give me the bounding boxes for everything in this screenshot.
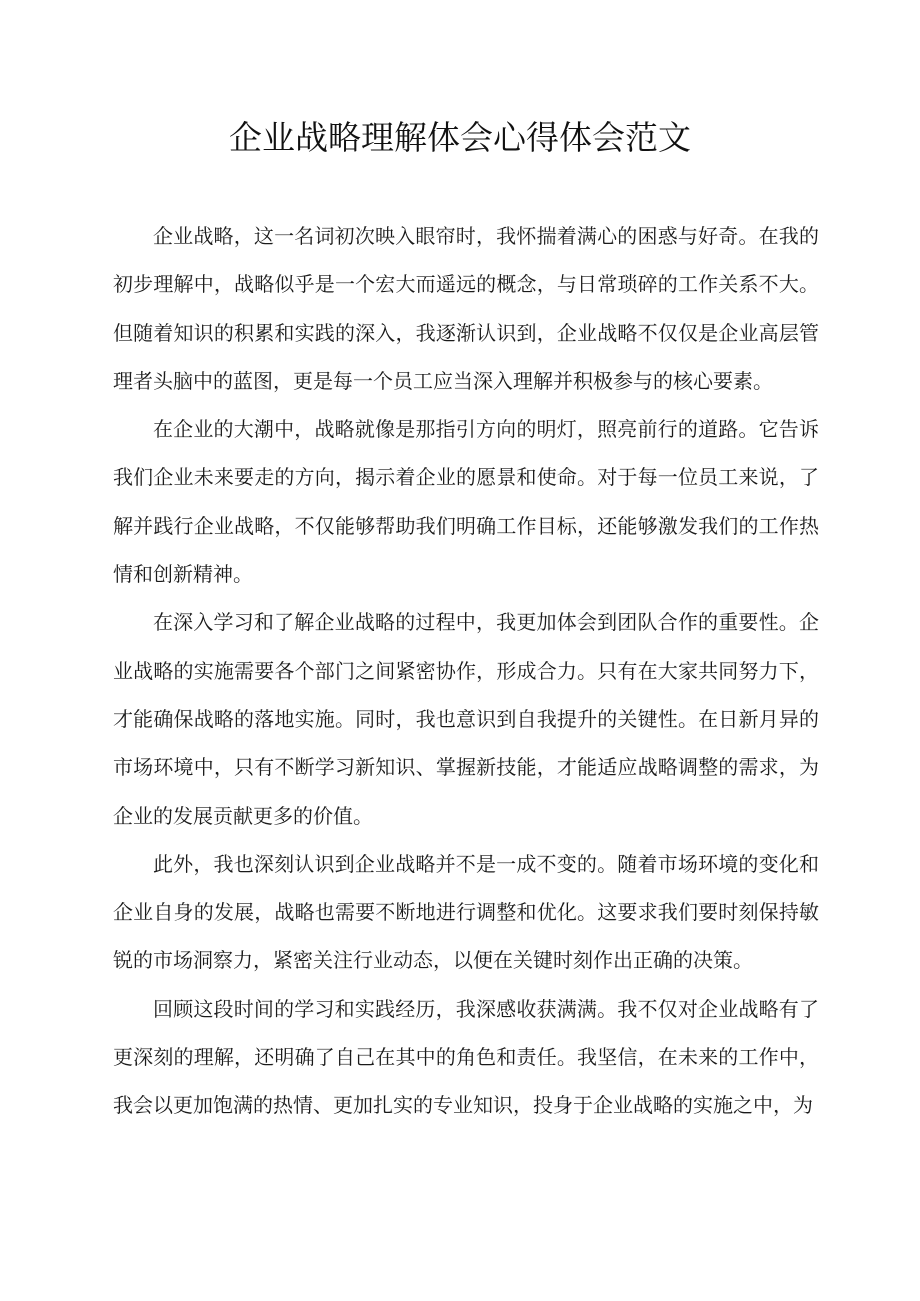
paragraph: 在企业的大潮中，战略就像是那指引方向的明灯，照亮前行的道路。它告诉我们企业未来要走的方向，揭示着企业的愿景和使命。对于每一位员工来说，了解并践行企业战略，不仅能够帮助我们明确工作目标，还能够激发我们的工作热情和创新精神。	[113, 417, 819, 587]
document-title: 企业战略理解体会心得体会范文	[229, 118, 691, 157]
document-body	[113, 212, 819, 1130]
paragraph: 企业战略，这一名词初次映入眼帘时，我怀揣着满心的困惑与好奇。在我的初步理解中，战略似乎是一个宏大而遥远的概念，与日常琐碎的工作关系不大。但随着知识的积累和实践的深入，我逐渐认识到，企业战略不仅仅是企业高层管理者头脑中的蓝图，更是每一个员工应当深入理解并积极参与的核心要素。	[113, 224, 819, 393]
paragraph: 回顾这段时间的学习和实践经历，我深感收获满满。我不仅对企业战略有了更深刻的理解，还明确了自己在其中的角色和责任。我坚信，在未来的工作中，我会以更加饱满的热情、更加扎实的专业知识，投身于企业战略的实施之中，为	[113, 996, 819, 1118]
paragraph: 此外，我也深刻认识到企业战略并不是一成不变的。随着市场环境的变化和企业自身的发展，战略也需要不断地进行调整和优化。这要求我们要时刻保持敏锐的市场洞察力，紧密关注行业动态，以便在关键时刻作出正确的决策。	[113, 851, 819, 973]
paragraph: 在深入学习和了解企业战略的过程中，我更加体会到团队合作的重要性。企业战略的实施需要各个部门之间紧密协作，形成合力。只有在大家共同努力下，才能确保战略的落地实施。同时，我也意识到自我提升的关键性。在日新月异的市场环境中，只有不断学习新知识、掌握新技能，才能适应战略调整的需求，为企业的发展贡献更多的价值。	[113, 610, 819, 828]
